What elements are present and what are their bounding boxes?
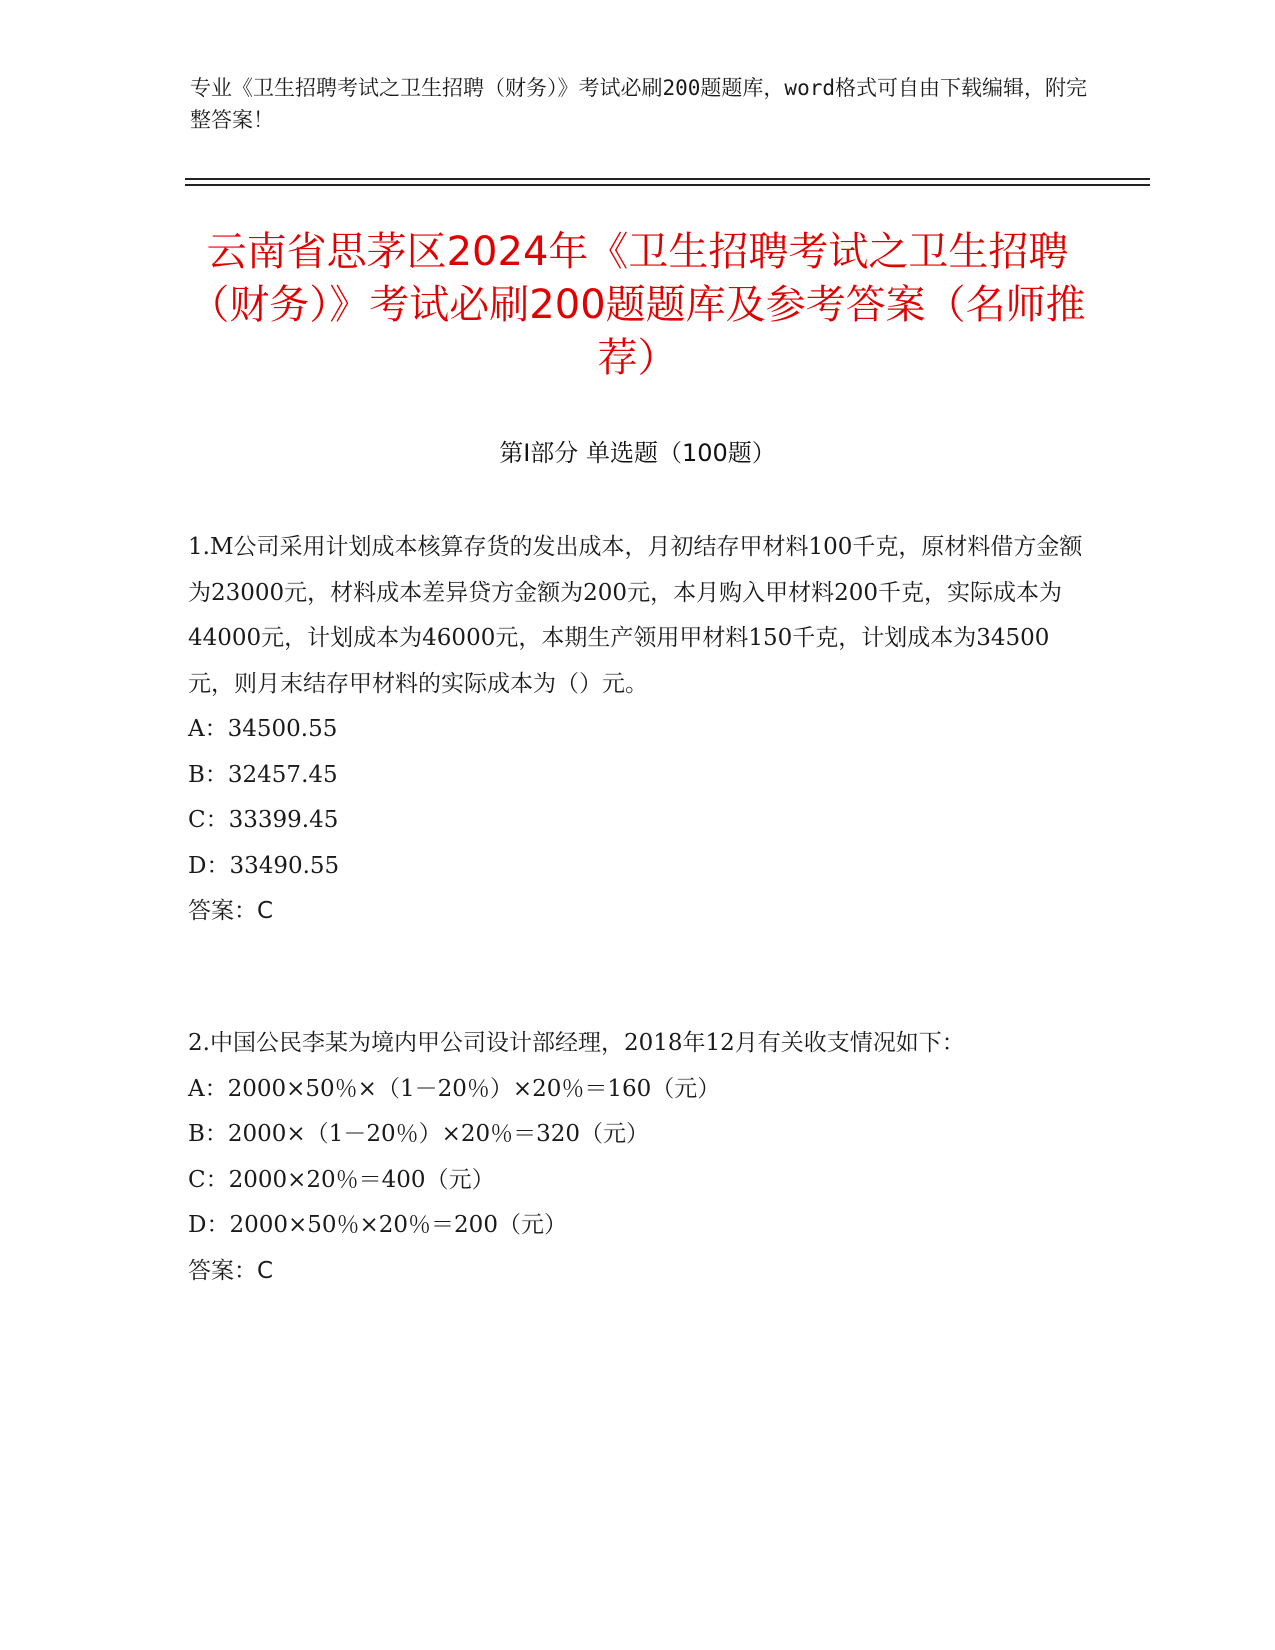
option-a: A：2000×50％×（1－20％）×20％＝160（元） [188,1075,721,1102]
question-stem: 1.M公司采用计划成本核算存货的发出成本，月初结存甲材料100千克，原材料借方金额为23000元，材料成本差异贷方金额为200元，本月购入甲材料200千克，实际成本为44000元，计划成本为46000元，本期生产领用甲材料150千克，计划成本为34500元，则月末结存甲材料的实际成本为（）元。 [188,534,1083,697]
option-a: A：34500.55 [188,716,338,742]
header-note: 专业《卫生招聘考试之卫生招聘（财务）》考试必刷200题题库，word格式可自由下载编辑，附完整答案！ [190,76,1087,132]
option-b: B：32457.45 [188,761,338,788]
answer-line: 答案：C [188,898,274,924]
option-c: C：2000×20％＝400（元） [188,1166,495,1193]
question-item [188,525,1083,935]
question-item [188,1021,1083,1294]
document-title: 云南省思茅区2024年《卫生招聘考试之卫生招聘（财务）》考试必刷200题题库及参考答案（名师推荐） [189,229,1086,381]
header-divider-top [185,178,1150,180]
option-b: B：2000×（1－20％）×20％＝320（元） [188,1121,650,1147]
option-d: D：33490.55 [188,852,340,879]
option-c: C：33399.45 [188,807,339,833]
option-d: D：2000×50％×20％＝200（元） [188,1212,567,1238]
section-title: 第Ⅰ部分 单选题（100题） [499,439,776,467]
header-divider-bottom [185,184,1150,186]
answer-line: 答案：C [188,1257,274,1284]
question-stem: 2.中国公民李某为境内甲公司设计部经理，2018年12月有关收支情况如下： [188,1030,965,1056]
